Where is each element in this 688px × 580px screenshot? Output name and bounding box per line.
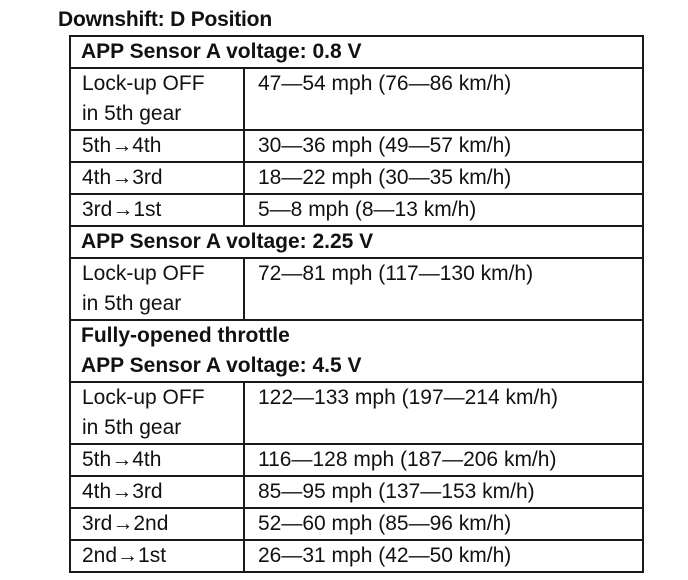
condition-cell — [70, 258, 244, 320]
condition-cell — [70, 444, 244, 476]
downshift-speed-table — [69, 35, 644, 573]
condition-cell — [70, 382, 244, 444]
condition-label: in 5th gear — [82, 102, 182, 125]
speed-value: 122—133 mph (197—214 km/h) — [244, 382, 643, 444]
table-row — [70, 162, 643, 194]
speed-value: 72—81 mph (117—130 km/h) — [244, 258, 643, 320]
section-header — [70, 226, 643, 258]
section-header-line: APP Sensor A voltage: 2.25 V — [81, 230, 374, 253]
condition-label: 4th→3rd — [82, 480, 163, 503]
table-row — [70, 508, 643, 540]
page-title: Downshift: D Position — [58, 8, 272, 31]
section-header-row — [70, 320, 643, 382]
condition-cell — [70, 476, 244, 508]
table-row — [70, 540, 643, 572]
condition-cell — [70, 540, 244, 572]
condition-label: 5th→4th — [82, 448, 162, 471]
condition-label: in 5th gear — [82, 292, 182, 315]
speed-value: 47—54 mph (76—86 km/h) — [244, 68, 643, 130]
speed-value: 52—60 mph (85—96 km/h) — [244, 508, 643, 540]
section-header-line: APP Sensor A voltage: 4.5 V — [81, 354, 362, 377]
condition-cell — [70, 194, 244, 226]
section-header-line: Fully-opened throttle — [81, 324, 290, 347]
table-row — [70, 130, 643, 162]
section-header — [70, 36, 643, 68]
condition-label: 5th→4th — [82, 134, 162, 157]
condition-label: in 5th gear — [82, 416, 182, 439]
speed-value: 116—128 mph (187—206 km/h) — [244, 444, 643, 476]
condition-label: 2nd→1st — [82, 544, 167, 567]
condition-cell — [70, 130, 244, 162]
table-row — [70, 194, 643, 226]
condition-cell — [70, 68, 244, 130]
speed-value: 5—8 mph (8—13 km/h) — [244, 194, 643, 226]
speed-value: 18—22 mph (30—35 km/h) — [244, 162, 643, 194]
section-header-line: APP Sensor A voltage: 0.8 V — [81, 40, 362, 63]
condition-cell — [70, 508, 244, 540]
condition-label: 3rd→1st — [82, 198, 162, 221]
table-row — [70, 382, 643, 444]
speed-value: 30—36 mph (49—57 km/h) — [244, 130, 643, 162]
table-row — [70, 68, 643, 130]
condition-cell — [70, 162, 244, 194]
condition-label: Lock-up OFF — [82, 262, 205, 285]
section-header-row — [70, 226, 643, 258]
speed-value: 85—95 mph (137—153 km/h) — [244, 476, 643, 508]
section-header-row — [70, 36, 643, 68]
table-body — [70, 36, 643, 572]
condition-label: 4th→3rd — [82, 166, 163, 189]
condition-label: Lock-up OFF — [82, 72, 205, 95]
condition-label: 3rd→2nd — [82, 512, 169, 535]
table-row — [70, 476, 643, 508]
table-row — [70, 444, 643, 476]
section-header — [70, 320, 643, 382]
condition-label: Lock-up OFF — [82, 386, 205, 409]
table-row — [70, 258, 643, 320]
speed-value: 26—31 mph (42—50 km/h) — [244, 540, 643, 572]
